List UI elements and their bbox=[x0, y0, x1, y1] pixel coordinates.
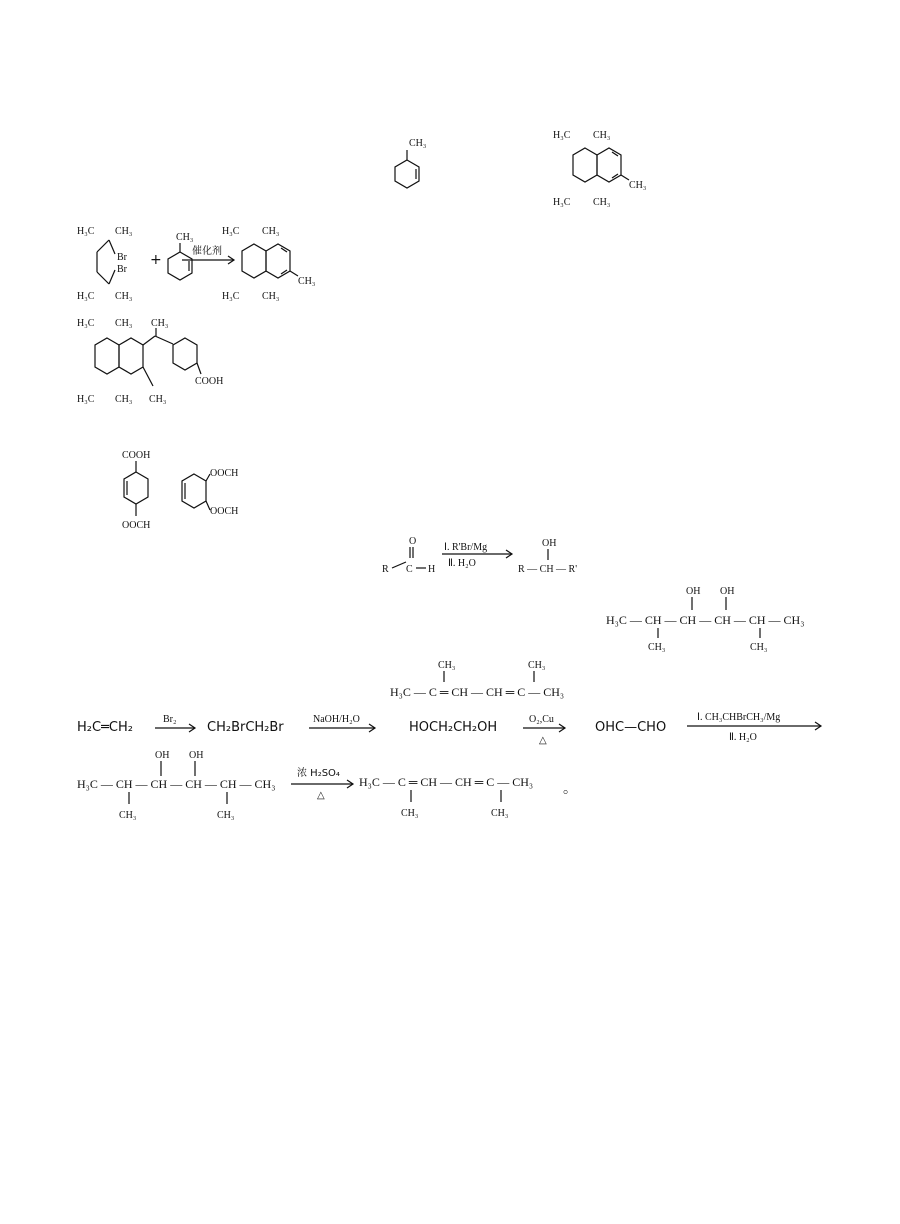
h3c-label: H₃C bbox=[222, 291, 240, 302]
ch3-label: CH₃ bbox=[491, 808, 509, 819]
dibromide-reactant-structure bbox=[77, 222, 147, 302]
ch3-label: CH₃ bbox=[176, 232, 194, 243]
ch3-label: CH₃ bbox=[648, 642, 666, 653]
info-product-structure bbox=[518, 534, 598, 584]
route-end-punctuation: 。 bbox=[563, 781, 577, 797]
reagent-label: Ⅰ. CH₃CHBrCH₃/Mg bbox=[697, 712, 781, 723]
cooh-label: COOH bbox=[195, 376, 224, 387]
r-ch-r-label: R — CH — R' bbox=[518, 564, 578, 575]
h3c-label: H₃C bbox=[77, 291, 95, 302]
route-arrow-2 bbox=[309, 710, 381, 740]
diol-structure bbox=[606, 582, 824, 652]
ooch-label: OOCH bbox=[210, 506, 239, 517]
ch3-label: CH₃ bbox=[262, 291, 280, 302]
plus-sign: + bbox=[150, 252, 162, 268]
isomer-structure-2 bbox=[172, 462, 252, 526]
heat-label: △ bbox=[317, 790, 325, 801]
diene-structure bbox=[390, 656, 590, 704]
isomer-structure-1 bbox=[108, 446, 168, 532]
r-label: R bbox=[382, 564, 389, 575]
heat-label: △ bbox=[539, 735, 547, 746]
oh-label: OH bbox=[720, 586, 735, 597]
ch3-label: CH₃ bbox=[151, 318, 169, 329]
route-compound: HOCH₂CH₂OH bbox=[409, 720, 498, 735]
synthesis-route-row-2 bbox=[77, 746, 823, 826]
ch3-label: CH₃ bbox=[115, 318, 133, 329]
route-diene-structure bbox=[359, 758, 569, 822]
oh-label: OH bbox=[542, 538, 557, 549]
ch3-label: CH₃ bbox=[115, 291, 133, 302]
cooh-label: COOH bbox=[122, 450, 151, 461]
ch3-label: CH₃ bbox=[115, 226, 133, 237]
ooch-label: OOCH bbox=[210, 468, 239, 479]
route-arrow-4 bbox=[687, 710, 823, 750]
ch3-label: CH₃ bbox=[298, 276, 316, 287]
ch3-label: CH₃ bbox=[262, 226, 280, 237]
reagent-label: O₂,Cu bbox=[529, 714, 554, 725]
reagent-label: 浓 H₂SO₄ bbox=[297, 768, 340, 779]
h3c-label: H₃C bbox=[222, 226, 240, 237]
ch3-label: CH₃ bbox=[438, 660, 456, 671]
reagent-label: Ⅱ. H₂O bbox=[729, 732, 757, 743]
ch3-label: CH₃ bbox=[528, 660, 546, 671]
condition-label: Ⅰ. R'Br/Mg bbox=[444, 542, 488, 553]
h3c-label: H₃C bbox=[77, 226, 95, 237]
ch3-label: CH₃ bbox=[115, 394, 133, 405]
ch3-label: CH₃ bbox=[401, 808, 419, 819]
route-diol-structure bbox=[77, 746, 291, 822]
route-arrow-5 bbox=[291, 766, 361, 806]
br-label: Br bbox=[117, 252, 127, 263]
route-compound: H₂C═CH₂ bbox=[77, 720, 133, 735]
route-arrow-1 bbox=[155, 710, 205, 740]
ch3-label: CH₃ bbox=[119, 810, 137, 821]
toluene-structure bbox=[389, 134, 425, 198]
ch3-label: CH₃ bbox=[149, 394, 167, 405]
ch3-label: CH₃ bbox=[593, 130, 611, 141]
h3c-label: H₃C bbox=[77, 394, 95, 405]
diol-chain-label: H₃C — CH — CH — CH — CH — CH₃ bbox=[606, 613, 805, 627]
ch3-label: CH₃ bbox=[593, 197, 611, 208]
ooch-label: OOCH bbox=[122, 520, 151, 531]
c-label: C bbox=[406, 564, 413, 575]
route-arrow-3 bbox=[523, 710, 573, 750]
route-compound: CH₂BrCH₂Br bbox=[207, 720, 284, 735]
h-label: H bbox=[428, 564, 436, 575]
o-label: O bbox=[409, 536, 417, 547]
tetralin-product-structure bbox=[553, 126, 663, 208]
route-compound: OHC—CHO bbox=[595, 720, 667, 735]
oh-label: OH bbox=[686, 586, 701, 597]
diene-chain-label: H₃C — C ═ CH — CH ═ C — CH₃ bbox=[390, 685, 565, 699]
reagent-label: Br₂ bbox=[163, 714, 177, 725]
ch3-label: CH₃ bbox=[409, 138, 427, 149]
ch3-label: CH₃ bbox=[217, 810, 235, 821]
br-label: Br bbox=[117, 264, 127, 275]
info-reaction-scheme bbox=[382, 534, 522, 584]
h3c-label: H₃C bbox=[553, 197, 571, 208]
ch3-label: CH₃ bbox=[750, 642, 768, 653]
diene-chain-label: H₃C — C ═ CH — CH ═ C — CH₃ bbox=[359, 775, 534, 789]
oh-label: OH bbox=[155, 750, 170, 761]
condition-label: Ⅱ. H₂O bbox=[448, 558, 476, 569]
reagent-label: NaOH/H₂O bbox=[313, 714, 360, 725]
diol-chain-label: H₃C — CH — CH — CH — CH — CH₃ bbox=[77, 777, 276, 791]
tetralin-product-structure bbox=[222, 222, 322, 302]
ch3-label: CH₃ bbox=[629, 180, 647, 191]
compound-f-structure bbox=[77, 314, 237, 406]
catalyst-label: 催化剂 bbox=[192, 246, 222, 257]
h3c-label: H₃C bbox=[77, 318, 95, 329]
h3c-label: H₃C bbox=[553, 130, 571, 141]
oh-label: OH bbox=[189, 750, 204, 761]
